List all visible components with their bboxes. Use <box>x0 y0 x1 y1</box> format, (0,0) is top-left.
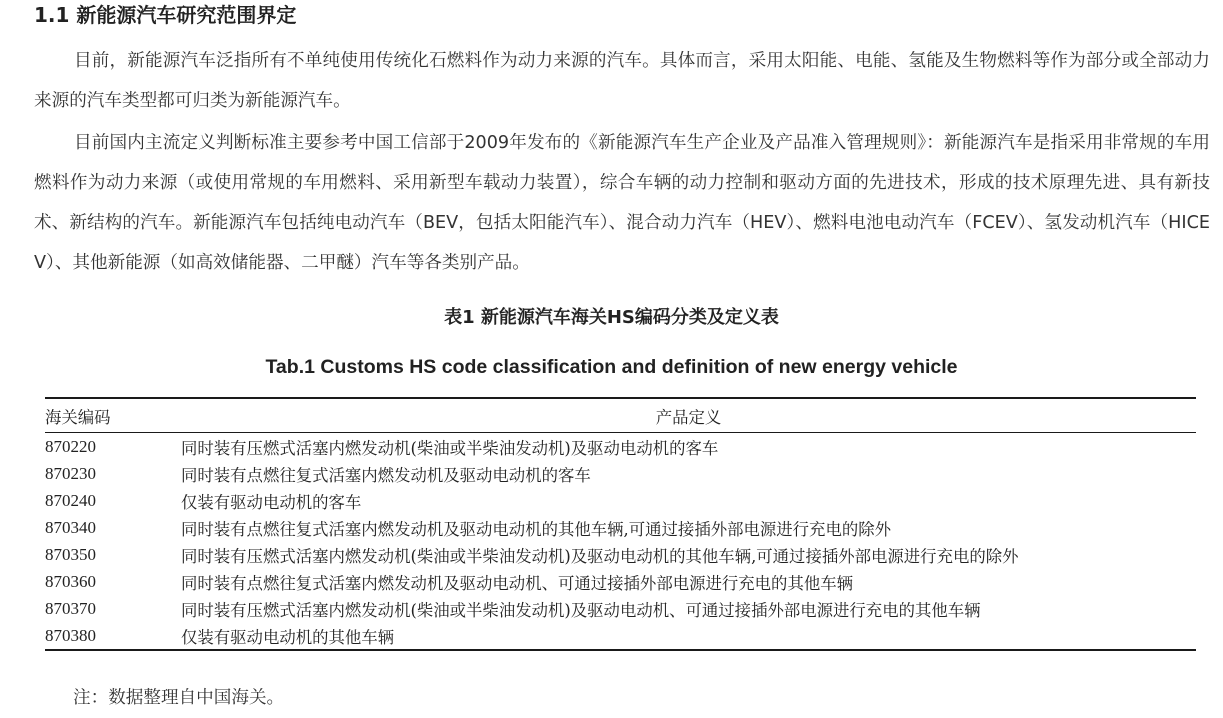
table-caption-chinese: 表1 新能源汽车海关HS编码分类及定义表 <box>444 307 779 328</box>
intro-paragraph: 目前，新能源汽车泛指所有不单纯使用传统化石燃料作为动力来源的汽车。具体而言，采用太阳能、电能、氢能及生物燃料等作为部分或全部动力来源的汽车类型都可归类为新能源汽车。 <box>34 51 1210 111</box>
table-row <box>45 622 1196 650</box>
hs-code-cell: 870230 <box>45 463 96 483</box>
hs-code-cell: 870370 <box>45 598 96 618</box>
source-note: 注：数据整理自中国海关。 <box>73 688 285 708</box>
section-heading: 1.1 新能源汽车研究范围界定 <box>34 3 297 27</box>
hs-code-cell: 870360 <box>45 571 96 591</box>
definition-cell: 同时装有压燃式活塞内燃发动机(柴油或半柴油发动机)及驱动电动机、可通过接插外部电源进行充电的其他车辆 <box>181 600 981 620</box>
table-caption-english: Tab.1 Customs HS code classification and definition of new energy vehicle <box>265 356 958 378</box>
definition-cell: 同时装有点燃往复式活塞内燃发动机及驱动电动机的客车 <box>181 465 591 485</box>
definition-cell: 同时装有点燃往复式活塞内燃发动机及驱动电动机、可通过接插外部电源进行充电的其他车辆 <box>181 573 854 593</box>
hs-code-cell: 870220 <box>45 436 96 456</box>
table-row <box>45 595 1196 622</box>
definition-cell: 仅装有驱动电动机的客车 <box>181 492 362 512</box>
hs-code-cell: 870350 <box>45 544 96 564</box>
hs-code-cell: 870340 <box>45 517 96 537</box>
table-row <box>45 487 1196 514</box>
definition-cell: 同时装有点燃往复式活塞内燃发动机及驱动电动机的其他车辆,可通过接插外部电源进行充电的除外 <box>181 519 892 539</box>
table-row <box>45 541 1196 568</box>
header-customs-code: 海关编码 <box>45 407 111 427</box>
table-header-row <box>45 398 1196 433</box>
table-row <box>45 433 1196 461</box>
header-product-definition: 产品定义 <box>655 407 722 427</box>
definition-cell: 同时装有压燃式活塞内燃发动机(柴油或半柴油发动机)及驱动电动机的其他车辆,可通过接插外部电源进行充电的除外 <box>181 546 1019 566</box>
hs-code-table <box>45 397 1196 651</box>
hs-code-cell: 870380 <box>45 625 96 645</box>
table-row <box>45 460 1196 487</box>
table-row <box>45 514 1196 541</box>
definition-paragraph: 目前国内主流定义判断标准主要参考中国工信部于2009年发布的《新能源汽车生产企业及产品准入管理规则》：新能源汽车是指采用非常规的车用燃料作为动力来源（或使用常规的车用燃料、采用新型车载动力装置），综合车辆的动力控制和驱动方面的先进技术，形成的技术原理先进、具有新技术、新结构的汽车。新能源汽车包括纯电动汽车（BEV，包括太阳能汽车）、混合动力汽车（HEV）、燃料电池电动汽车（FCEV）、氢发动机汽车（HICEV）、其他新能源（如高效储能器、二甲醚）汽车等各类别产品。 <box>34 133 1210 273</box>
table-row <box>45 568 1196 595</box>
definition-cell: 同时装有压燃式活塞内燃发动机(柴油或半柴油发动机)及驱动电动机的客车 <box>181 438 719 458</box>
definition-cell: 仅装有驱动电动机的其他车辆 <box>181 627 395 647</box>
hs-code-cell: 870240 <box>45 490 96 510</box>
